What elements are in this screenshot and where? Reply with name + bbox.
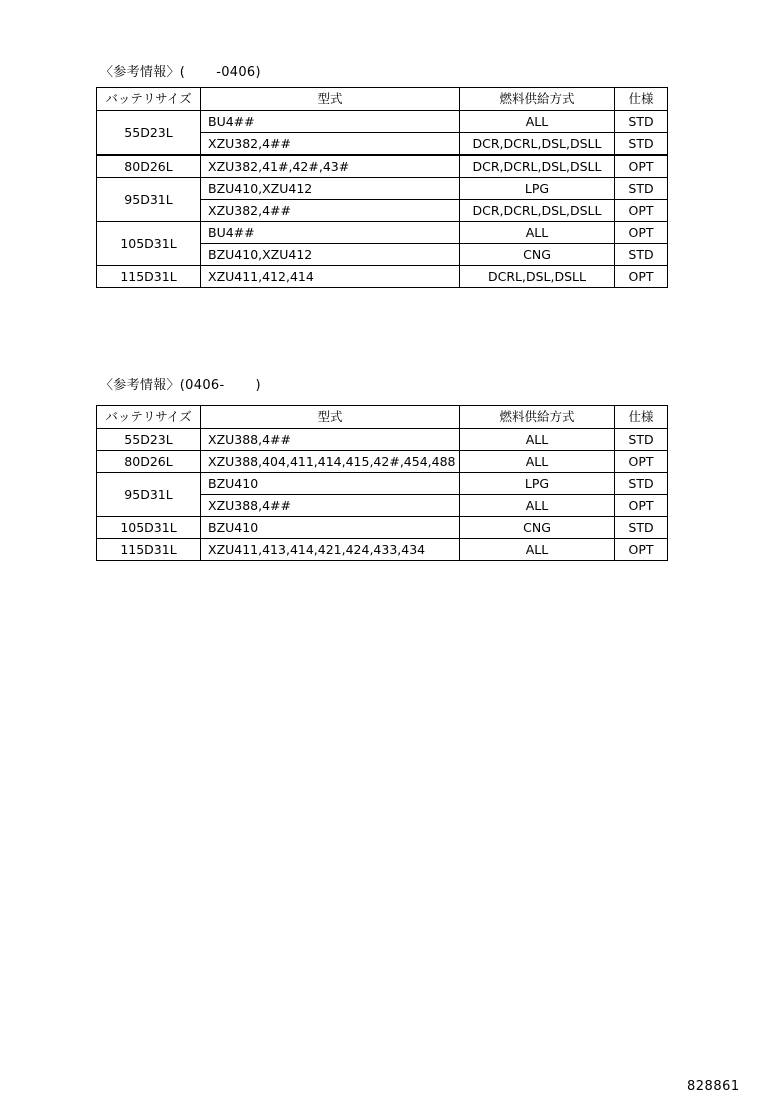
cell-size: 55D23L bbox=[97, 429, 201, 451]
cell-fuel: ALL bbox=[460, 429, 615, 451]
cell-size: 95D31L bbox=[97, 473, 201, 517]
cell-model: XZU411,413,414,421,424,433,434 bbox=[201, 539, 460, 561]
cell-model: BU4## bbox=[201, 222, 460, 244]
cell-spec: STD bbox=[615, 111, 668, 133]
cell-model: BZU410 bbox=[201, 517, 460, 539]
table-row bbox=[97, 451, 668, 473]
header-battery-size: バッテリサイズ bbox=[97, 406, 201, 429]
cell-fuel: DCR,DCRL,DSL,DSLL bbox=[460, 200, 615, 222]
header-fuel-system: 燃料供給方式 bbox=[460, 88, 615, 111]
cell-model: BU4## bbox=[201, 111, 460, 133]
cell-size: 115D31L bbox=[97, 266, 201, 288]
section1-title: 〈参考情報〉( -0406) bbox=[100, 65, 261, 80]
table-row bbox=[97, 155, 668, 178]
cell-fuel: DCR,DCRL,DSL,DSLL bbox=[460, 133, 615, 156]
table-header-row bbox=[97, 88, 668, 111]
header-model: 型式 bbox=[201, 88, 460, 111]
document-code: 828861 bbox=[687, 1079, 740, 1094]
cell-spec: OPT bbox=[615, 495, 668, 517]
cell-size: 80D26L bbox=[97, 451, 201, 473]
table-header-row bbox=[97, 406, 668, 429]
cell-spec: OPT bbox=[615, 222, 668, 244]
cell-spec: STD bbox=[615, 178, 668, 200]
cell-model: XZU382,41#,42#,43# bbox=[201, 155, 460, 178]
cell-spec: STD bbox=[615, 517, 668, 539]
cell-spec: STD bbox=[615, 429, 668, 451]
table-row bbox=[97, 473, 668, 495]
cell-fuel: ALL bbox=[460, 111, 615, 133]
section2-title: 〈参考情報〉(0406- ) bbox=[100, 378, 261, 393]
cell-size: 105D31L bbox=[97, 222, 201, 266]
cell-size: 95D31L bbox=[97, 178, 201, 222]
table-row bbox=[97, 178, 668, 200]
cell-model: BZU410 bbox=[201, 473, 460, 495]
cell-fuel: LPG bbox=[460, 473, 615, 495]
header-battery-size: バッテリサイズ bbox=[97, 88, 201, 111]
cell-model: XZU388,404,411,414,415,42#,454,488 bbox=[201, 451, 460, 473]
cell-fuel: CNG bbox=[460, 517, 615, 539]
cell-spec: OPT bbox=[615, 200, 668, 222]
cell-spec: OPT bbox=[615, 155, 668, 178]
cell-size: 105D31L bbox=[97, 517, 201, 539]
header-spec: 仕様 bbox=[615, 406, 668, 429]
cell-size: 80D26L bbox=[97, 155, 201, 178]
cell-fuel: DCRL,DSL,DSLL bbox=[460, 266, 615, 288]
cell-spec: OPT bbox=[615, 539, 668, 561]
cell-spec: STD bbox=[615, 473, 668, 495]
header-model: 型式 bbox=[201, 406, 460, 429]
cell-model: XZU411,412,414 bbox=[201, 266, 460, 288]
table-row bbox=[97, 222, 668, 244]
table-row bbox=[97, 111, 668, 133]
cell-model: XZU382,4## bbox=[201, 133, 460, 156]
cell-size: 115D31L bbox=[97, 539, 201, 561]
cell-spec: STD bbox=[615, 133, 668, 156]
cell-fuel: ALL bbox=[460, 539, 615, 561]
cell-model: BZU410,XZU412 bbox=[201, 178, 460, 200]
cell-model: XZU388,4## bbox=[201, 495, 460, 517]
section1-table bbox=[96, 87, 668, 288]
header-spec: 仕様 bbox=[615, 88, 668, 111]
cell-fuel: DCR,DCRL,DSL,DSLL bbox=[460, 155, 615, 178]
cell-size: 55D23L bbox=[97, 111, 201, 156]
cell-fuel: ALL bbox=[460, 495, 615, 517]
cell-spec: STD bbox=[615, 244, 668, 266]
cell-fuel: ALL bbox=[460, 451, 615, 473]
cell-fuel: ALL bbox=[460, 222, 615, 244]
cell-fuel: LPG bbox=[460, 178, 615, 200]
cell-model: XZU388,4## bbox=[201, 429, 460, 451]
header-fuel-system: 燃料供給方式 bbox=[460, 406, 615, 429]
section2-table bbox=[96, 405, 668, 561]
table-row bbox=[97, 429, 668, 451]
cell-model: BZU410,XZU412 bbox=[201, 244, 460, 266]
table-row bbox=[97, 266, 668, 288]
cell-fuel: CNG bbox=[460, 244, 615, 266]
cell-spec: OPT bbox=[615, 451, 668, 473]
table-row bbox=[97, 517, 668, 539]
table-row bbox=[97, 539, 668, 561]
cell-spec: OPT bbox=[615, 266, 668, 288]
cell-model: XZU382,4## bbox=[201, 200, 460, 222]
